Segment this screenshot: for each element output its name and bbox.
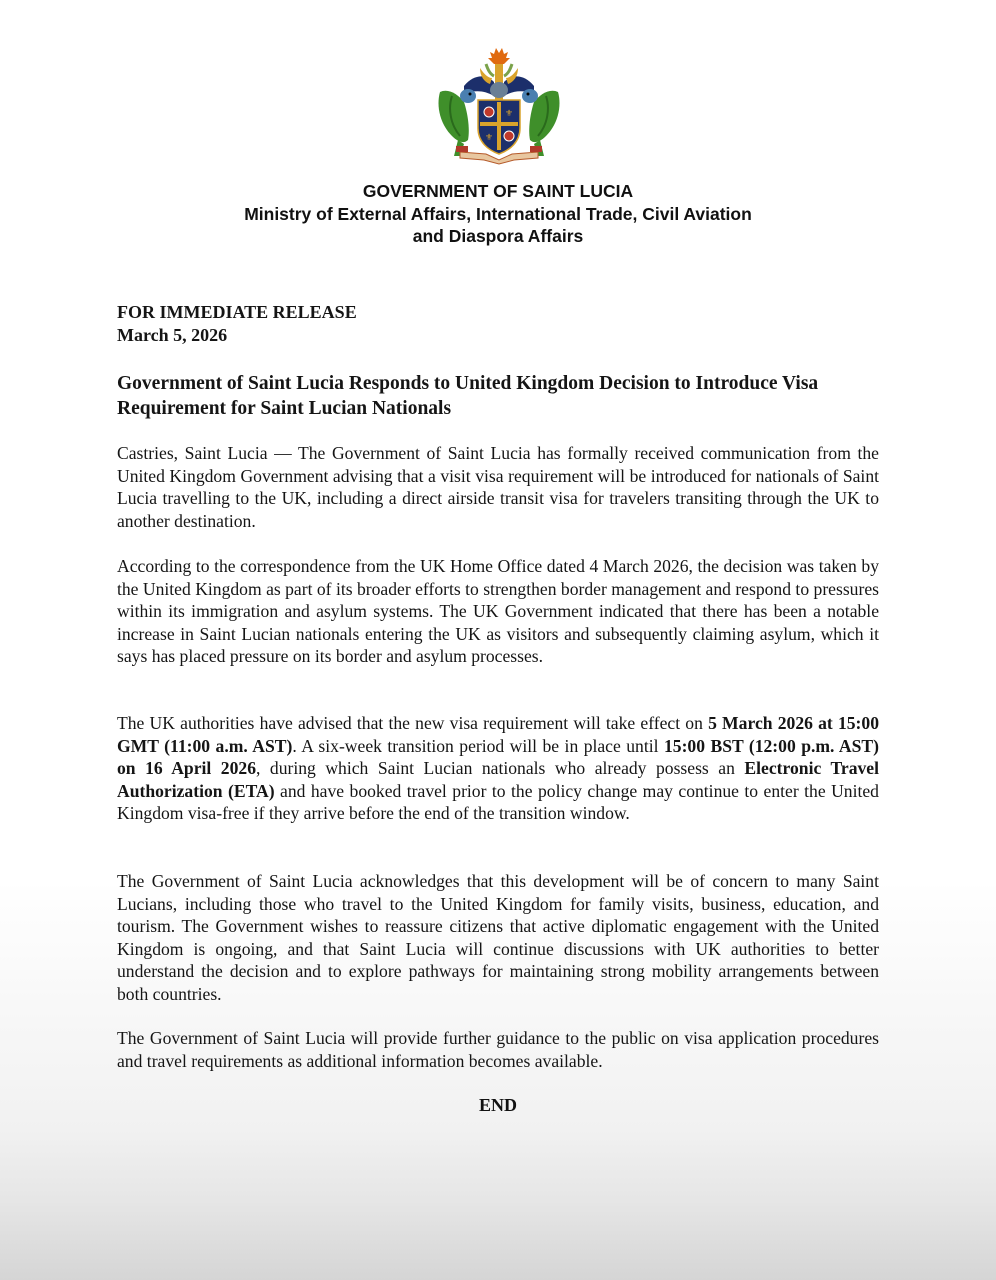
text-span: . A six-week transition period will be in place until [292, 735, 664, 756]
body-paragraph-3 [117, 712, 879, 825]
fleur-de-lis-icon: ⚜ [484, 133, 494, 143]
rose-icon [504, 131, 514, 141]
ministry-title-line1: Ministry of External Affairs, International Trade, Civil Aviation [244, 204, 752, 224]
eta-bold: Electronic Travel Authorization (ETA) [117, 758, 879, 801]
press-release-headline: Government of Saint Lucia Responds to United Kingdom Decision to Introduce Visa Requirement for Saint Lucian Nationals [117, 373, 819, 419]
ministry-title-line2: and Diaspora Affairs [412, 226, 584, 246]
fleur-de-lis-icon: ⚜ [504, 109, 514, 119]
body-paragraph-4: The Government of Saint Lucia acknowledges that this development will be of concern to many Saint Lucians, including those who travel to the United Kingdom for family visits, business, education, and tourism. The Government wishes to reassure citizens that active diplomatic engagement with the United Kingdom is ongoing, and that Saint Lucia will continue discussions with UK authorities to better understand the decision and to explore pathways for maintaining strong mobility arrangements between both countries. [117, 871, 879, 1004]
parrot-left-icon [439, 89, 477, 156]
transition-end-bold: 15:00 BST (12:00 p.m. AST) on 16 April 2026 [117, 735, 880, 778]
body-paragraph-1: Castries, Saint Lucia — The Government of Saint Lucia has formally received communication from the United Kingdom Government advising that a visit visa requirement will be introduced for nationals of Saint Lucia travelling to the UK, including a direct airside transit visa for travelers transiting through the UK to another destination. [117, 443, 879, 531]
parrot-right-icon [522, 89, 560, 156]
body-paragraph-5: The Government of Saint Lucia will provide further guidance to the public on visa application procedures and travel requirements as additional information becomes available. [117, 1028, 879, 1071]
text-span: The UK authorities have advised that the new visa requirement will take effect on [117, 713, 709, 733]
end-marker: END [478, 1095, 517, 1115]
effective-date-bold: 5 March 2026 at 15:00 GMT (11:00 a.m. AST) [117, 713, 879, 756]
release-date: March 5, 2026 [117, 325, 228, 345]
rose-icon [484, 107, 494, 117]
government-title: GOVERNMENT OF SAINT LUCIA [362, 181, 634, 201]
release-label: FOR IMMEDIATE RELEASE [117, 302, 357, 322]
helmet-icon [490, 82, 508, 98]
coat-of-arms-emblem [434, 44, 564, 166]
body-paragraph-2: According to the correspondence from the UK Home Office dated 4 March 2026, the decision was taken by the United Kingdom as part of its broader efforts to strengthen border management and respond to pressures within its immigration and asylum systems. The UK Government indicated that there has been a notable increase in Saint Lucian nationals entering the UK as visitors and subsequently claiming asylum, which it says has placed pressure on its border and asylum processes. [117, 556, 879, 666]
text-span: , during which Saint Lucian nationals who already possess an [256, 758, 745, 778]
torch-flame-icon [488, 48, 510, 64]
text-span: and have booked travel prior to the policy change may continue to enter the United Kingdom visa-free if they arrive before the end of the transition window. [117, 780, 879, 823]
